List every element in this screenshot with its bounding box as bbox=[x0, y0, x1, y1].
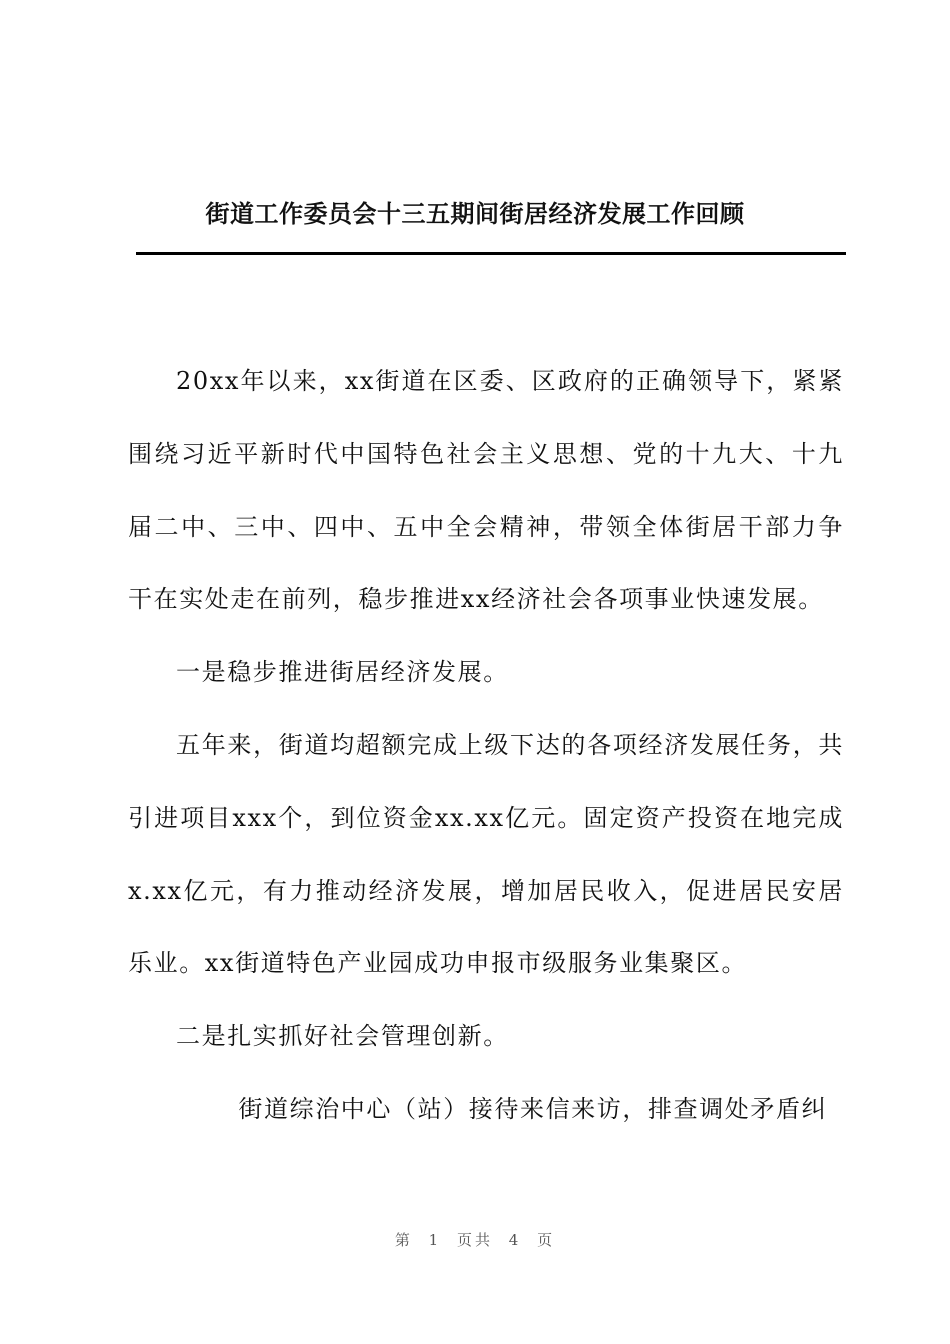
title-underline-rule bbox=[136, 252, 846, 255]
document-body bbox=[128, 345, 844, 1146]
paragraph-heading-one: 一是稳步推进街居经济发展。 bbox=[176, 658, 509, 687]
paragraph-economy: 五年来，街道均超额完成上级下达的各项经济发展任务，共引进项目xxx个，到位资金xx.xx亿元。固定资产投资在地完成x.xx亿元，有力推动经济发展，增加居民收入，促进居民安居乐业。xx街道特色产业园成功申报市级服务业集聚区。 bbox=[128, 730, 844, 978]
document-title: 街道工作委员会十三五期间街居经济发展工作回顾 bbox=[205, 200, 745, 228]
paragraph-governance: 街道综治中心（站）接待来信来访，排查调处矛盾纠 bbox=[238, 1094, 828, 1123]
page-number-footer: 第 1 页共 4 页 bbox=[394, 1231, 556, 1249]
paragraph-heading-two: 二是扎实抓好社会管理创新。 bbox=[176, 1022, 509, 1051]
paragraph-intro: 20xx年以来，xx街道在区委、区政府的正确领导下，紧紧围绕习近平新时代中国特色社会主义思想、党的十九大、十九届二中、三中、四中、五中全会精神，带领全体街居干部力争干在实处走在前列，稳步推进xx经济社会各项事业快速发展。 bbox=[128, 367, 844, 614]
